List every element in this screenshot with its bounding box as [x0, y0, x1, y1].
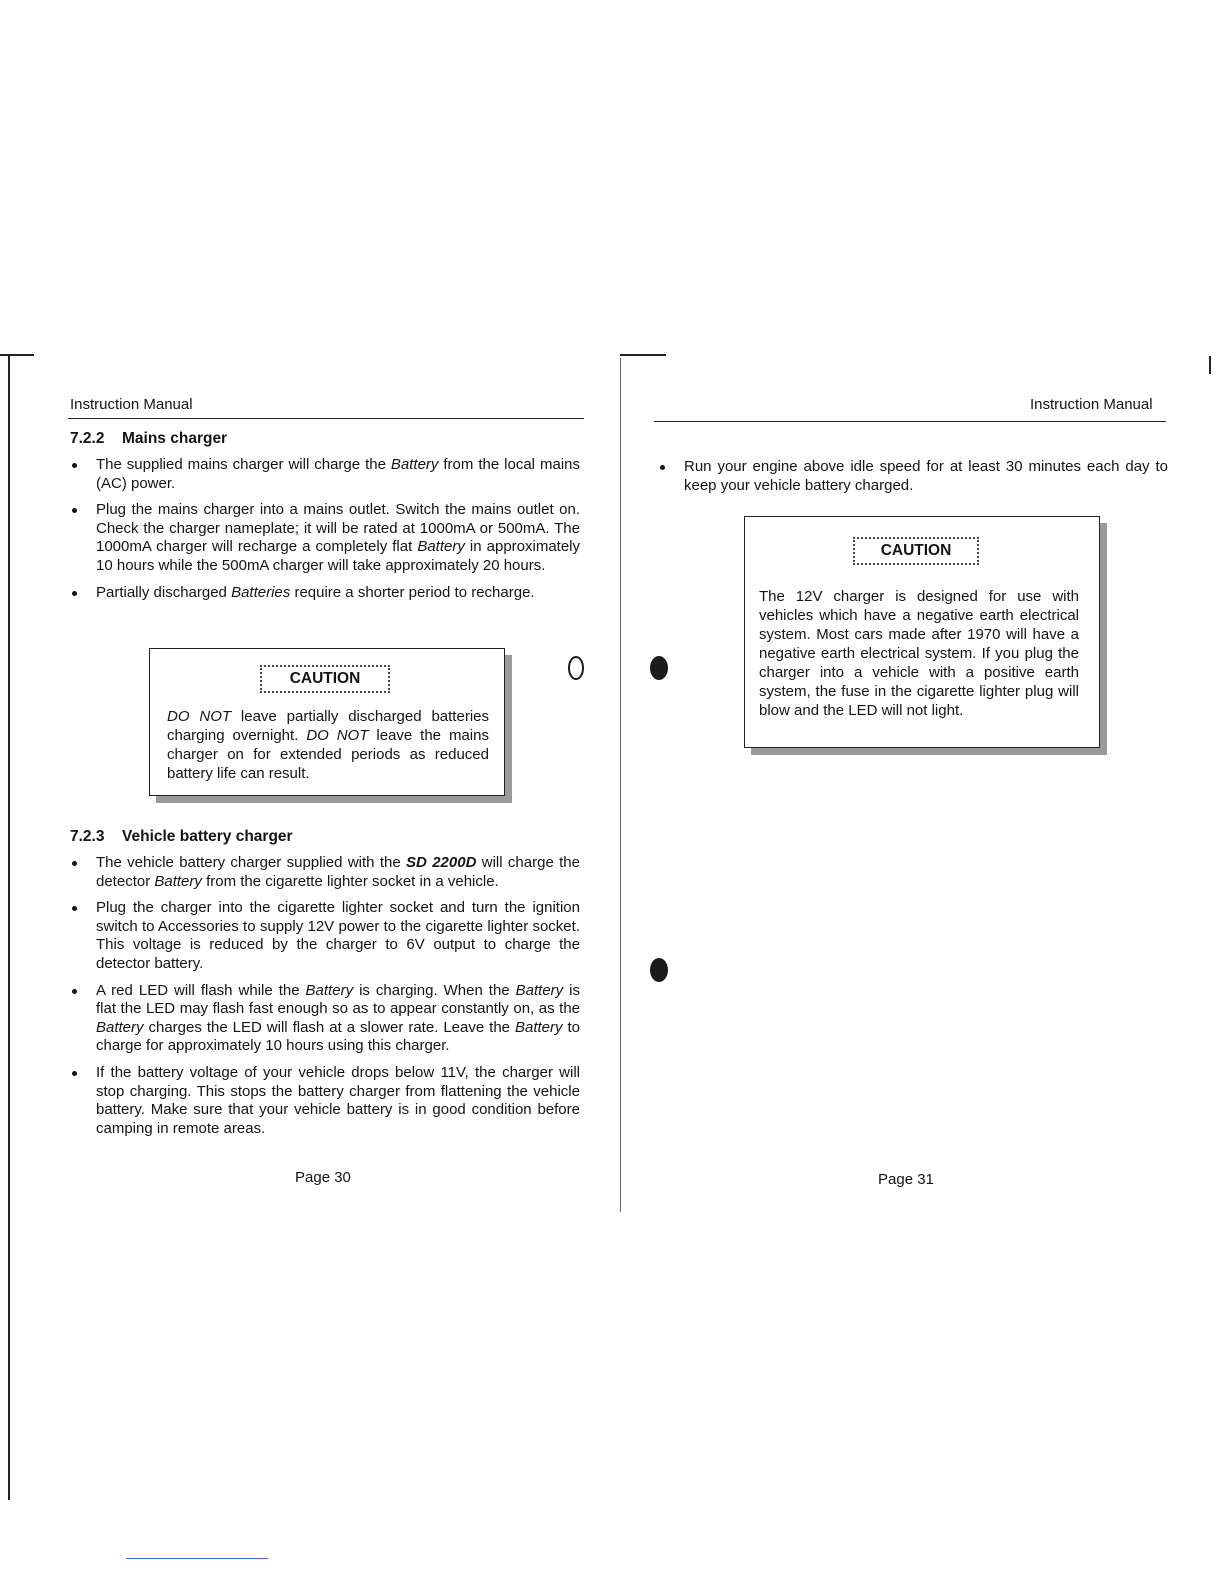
- text-run: leave partially discharged batteries charging overnight.: [167, 708, 489, 744]
- text-run: from the local mains (AC) power.: [96, 456, 580, 492]
- caution-box: [149, 648, 505, 796]
- bullet-list: [70, 854, 580, 1138]
- emphasis-text: Battery: [154, 872, 202, 890]
- text-run: The vehicle battery charger supplied with the: [96, 854, 407, 871]
- text-run: Partially discharged: [96, 583, 232, 601]
- footer-rule: [126, 1558, 268, 1559]
- text-run: If the battery voltage of your vehicle drops below 11V, the charger will stop charging. This stops the battery charger from flattening the vehicle battery. Make sure that your vehicle battery is in good condition before camping in remote areas.: [96, 1063, 580, 1137]
- right-bullets: [658, 458, 1168, 503]
- binder-hole-mark: [568, 656, 584, 680]
- text-run: to charge for approximately 10 hours using this charger.: [96, 1018, 580, 1055]
- crop-mark: [0, 354, 34, 356]
- crop-mark: [620, 354, 666, 356]
- bullet-list: [658, 458, 1168, 495]
- crop-mark: [8, 356, 10, 1500]
- text-run: is charging. When the: [353, 981, 516, 999]
- text-run: is flat the LED may flash fast enough so as to appear constantly on, as the: [96, 981, 580, 1018]
- text-run: charges the LED will flash at a slower rate. Leave the: [143, 1018, 515, 1036]
- text-run: The supplied mains charger will charge the: [96, 456, 391, 473]
- text-run: Run your engine above idle speed for at least 30 minutes each day to keep your vehicle battery charged.: [684, 458, 1168, 494]
- binder-hole-mark: [650, 958, 668, 982]
- emphasis-text: Batteries: [231, 583, 291, 601]
- page-number: Page 30: [295, 1169, 351, 1186]
- text-run: will charge the detector: [96, 854, 580, 890]
- caution-text: [167, 707, 489, 783]
- bullet-item: [70, 584, 580, 603]
- text-run: leave the mains charger on for extended periods as reduced battery life can result.: [167, 727, 489, 782]
- section-7-2-3: [70, 828, 580, 1146]
- caution-box: [744, 516, 1100, 748]
- emphasis-text: DO NOT: [306, 727, 369, 744]
- text-run: Plug the mains charger into a mains outlet. Switch the mains outlet on. Check the charger nameplate; it will be rated at 1000mA or 500mA. The 1000mA charger will recharge a completely flat: [96, 501, 580, 556]
- section-heading: [70, 430, 580, 448]
- section-7-2-2: [70, 430, 580, 610]
- emphasis-text: Battery: [96, 1018, 144, 1036]
- binder-hole-mark: [650, 656, 668, 680]
- crop-mark: [1209, 356, 1211, 374]
- page-number: Page 31: [878, 1171, 934, 1188]
- running-head: Instruction Manual: [1030, 396, 1153, 413]
- section-number: 7.2.2: [70, 430, 105, 447]
- bullet-item: [70, 982, 580, 1056]
- text-run: require a shorter period to recharge.: [290, 583, 535, 601]
- header-rule: [68, 418, 584, 419]
- bullet-item: [70, 456, 580, 493]
- emphasis-text: Battery: [305, 981, 354, 999]
- bullet-item: [70, 899, 580, 973]
- emphasis-text: DO NOT: [167, 708, 232, 725]
- bullet-item: [70, 501, 580, 575]
- text-run: in approximately 10 hours while the 500mA charger will take approximately 20 hours.: [96, 538, 581, 574]
- running-head: Instruction Manual: [70, 396, 193, 413]
- header-rule: [654, 421, 1166, 422]
- emphasis-text: Battery: [390, 456, 439, 473]
- section-title: Mains charger: [122, 430, 228, 447]
- text-run: from the cigarette lighter socket in a vehicle.: [201, 872, 499, 890]
- emphasis-text: SD 2200D: [406, 854, 477, 871]
- gutter-line: [620, 358, 621, 1212]
- caution-text: [759, 587, 1079, 720]
- bullet-item: [70, 854, 580, 891]
- bullet-list: [70, 456, 580, 602]
- text-run: The 12V charger is designed for use with vehicles which have a negative earth electrical system. Most cars made after 1970 will have a negative earth electrical system. If you plug the charger into a vehicle with a positive earth system, the fuse in the cigarette lighter plug will blow and the LED will not light.: [759, 588, 1079, 719]
- section-heading: [70, 828, 580, 846]
- emphasis-text: Battery: [417, 538, 465, 556]
- right-page: [612, 0, 1224, 1584]
- section-number: 7.2.3: [70, 828, 105, 845]
- text-run: Plug the charger into the cigarette lighter socket and turn the ignition switch to Accessories to supply 12V power to the cigarette lighter socket. This voltage is reduced by the charger to 6V output to charge the detector battery.: [96, 899, 580, 972]
- bullet-item: [70, 1064, 580, 1138]
- caution-badge: CAUTION: [853, 537, 979, 565]
- emphasis-text: Battery: [514, 1018, 563, 1036]
- bullet-item: [658, 458, 1168, 495]
- caution-badge: CAUTION: [260, 665, 390, 693]
- text-run: A red LED will flash while the: [96, 981, 306, 999]
- section-title: Vehicle battery charger: [122, 828, 293, 845]
- emphasis-text: Battery: [515, 981, 564, 999]
